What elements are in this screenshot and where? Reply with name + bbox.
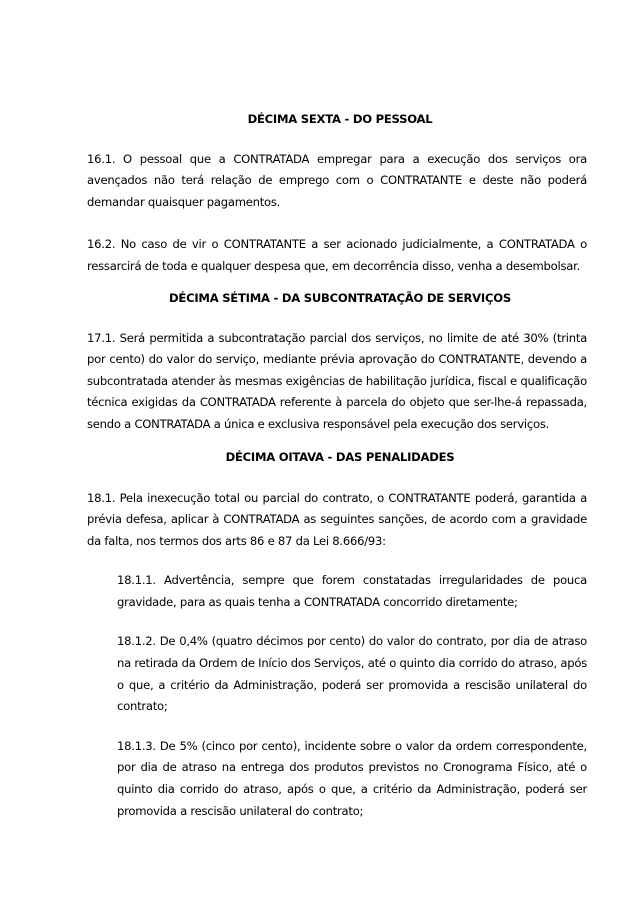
clause-18-1-1: 18.1.1. Advertência, sempre que forem constatadas irregularidades de pouca gravidade, para as quais tenha a CONTRATADA concorrido diretamente; [117, 573, 587, 609]
clause-17-1: 17.1. Será permitida a subcontratação parcial dos serviços, no limite de até 30% (trinta por cento) do valor do serviço, mediante prévia aprovação do CONTRATANTE, devendo a subcontratada atender às mesmas exigências de habilitação jurídica, fiscal e qualificação técnica exigidas da CONTRATADA referente à parcela do objeto que ser-lhe-á repassada, sendo a CONTRATADA a única e exclusiva responsável pela execução dos serviços. [87, 331, 587, 431]
document-page [87, 110, 587, 840]
clause-18-1-3: 18.1.3. De 5% (cinco por cento), incidente sobre o valor da ordem correspondente, por dia de atraso na entrega dos produtos previstos no Cronograma Físico, até o quinto dia corrido do atraso, após o que, a critério da Administração, poderá ser promovida a rescisão unilateral do contrato; [117, 738, 587, 818]
section-heading-18: DÉCIMA OITAVA - DAS PENALIDADES [225, 450, 455, 465]
clause-18-1-2: 18.1.2. De 0,4% (quatro décimos por cento) do valor do contrato, por dia de atraso na retirada da Ordem de Início dos Serviços, até o quinto dia corrido do atraso, após o que, a critério da Administração, poderá ser promovida a rescisão unilateral do contrato; [117, 634, 587, 714]
clause-16-2: 16.2. No caso de vir o CONTRATANTE a ser acionado judicialmente, a CONTRATADA o ressarcirá de toda e qualquer despesa que, em decorrência disso, venha a desembolsar. [87, 237, 587, 273]
section-heading-17: DÉCIMA SÉTIMA - DA SUBCONTRATAÇÃO DE SERVIÇOS [169, 291, 511, 306]
section-heading-16: DÉCIMA SEXTA - DO PESSOAL [247, 112, 433, 126]
clause-16-1: 16.1. O pessoal que a CONTRATADA empregar para a execução dos serviços ora avençados não terá relação de emprego com o CONTRATANTE e deste não poderá demandar quaisquer pagamentos. [87, 152, 587, 209]
clause-18-1: 18.1. Pela inexecução total ou parcial do contrato, o CONTRATANTE poderá, garantida a prévia defesa, aplicar à CONTRATADA as seguintes sanções, de acordo com a gravidade da falta, nos termos dos arts 86 e 87 da Lei 8.666/93: [87, 491, 587, 548]
